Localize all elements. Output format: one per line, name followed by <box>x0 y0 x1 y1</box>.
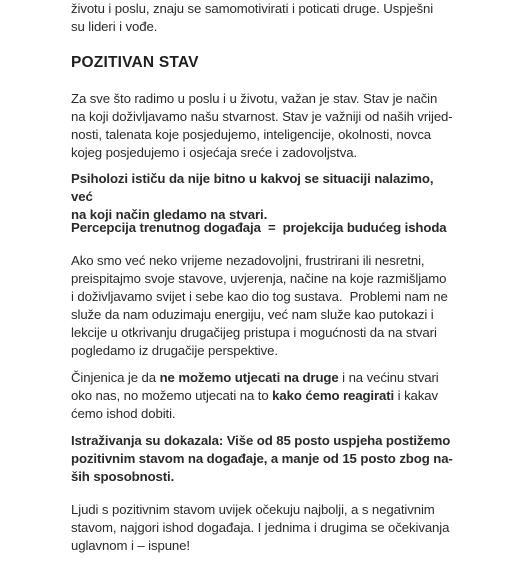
paragraph-line: Psiholozi ističu da nije bitno u kakvoj se situaciji nalazimo, već <box>71 171 434 204</box>
paragraph-fact <box>71 369 456 423</box>
paragraph-line: ćemo ishod dobiti. <box>71 406 176 421</box>
paragraph-line <box>71 387 456 405</box>
paragraph-line: Ako smo već neko vrijeme nezadovoljni, frustrirani ili nesretni, <box>71 253 425 268</box>
paragraph-line: nosti, talenata koje posjedujemo, inteligencije, okolnosti, novca <box>71 127 432 142</box>
paragraph-line: stavom, najgori ishod događaja. I jednima i drugima se očekivanja <box>71 520 450 535</box>
paragraph-line: Istraživanja su dokazala: Više od 85 posto uspjeha postižemo <box>71 433 451 448</box>
emphasis-text: ne možemo utjecati na druge <box>159 370 339 385</box>
section-heading <box>71 53 199 73</box>
paragraph-people <box>71 501 456 555</box>
paragraph-line: služe da nam oduzimaju energiju, već nam služe kao putokazi i <box>71 307 434 322</box>
paragraph-line: preispitajmo svoje stavove, uvjerenja, načine na koje razmišljamo <box>71 271 447 286</box>
paragraph-line: pogledamo iz drugačije perspektive. <box>71 343 278 358</box>
paragraph-line: ših sposobnosti. <box>71 469 175 484</box>
text-run: oko nas, no možemo utjecati na to <box>71 388 273 403</box>
text-run: i kakav <box>394 388 439 403</box>
heading-text: POZITIVAN STAV <box>71 54 199 71</box>
paragraph-line <box>71 369 456 387</box>
paragraph-line: lekcije u otkrivanju drugačijeg pristupa i mogućnosti da na stvari <box>71 325 437 340</box>
paragraph-line: Ljudi s pozitivnim stavom uvijek očekuju najbolji, a s negativnim <box>71 502 435 517</box>
paragraph-research <box>71 432 456 486</box>
paragraph-line: kojeg posjedujemo i osjećaja sreće i zadovoljstva. <box>71 145 358 160</box>
paragraph-problems <box>71 252 456 360</box>
paragraph-attitude <box>71 90 456 162</box>
text-run: i na većinu stvari <box>338 370 439 385</box>
paragraph-line: na koji doživljavamo našu stvarnost. Stav je važniji od naših vrijed- <box>71 109 453 124</box>
equation-text: Percepcija trenutnog događaja = projekcija budućeg ishoda <box>71 220 447 235</box>
intro-line: su lideri i vođe. <box>71 19 158 34</box>
paragraph-line: i doživljavamo svijet i sebe kao dio tog sustava. Problemi nam ne <box>71 289 448 304</box>
emphasis-text: kako ćemo reagirati <box>272 388 395 403</box>
intro-paragraph <box>71 0 456 36</box>
paragraph-line: uglavnom i – ispune! <box>71 538 190 553</box>
paragraph-line: pozitivnim stavom na događaje, a manje od 15 posto zbog na- <box>71 451 453 466</box>
paragraph-psychologists <box>71 170 456 224</box>
intro-line: životu i poslu, znaju se samomotivirati i poticati druge. Uspješni <box>71 1 434 16</box>
text-run: Činjenica je da <box>71 370 160 385</box>
equation-line <box>71 219 456 237</box>
paragraph-line: Za sve što radimo u poslu i u životu, važan je stav. Stav je način <box>71 91 438 106</box>
paragraph-line: na koji način gledamo na stvari. <box>71 207 268 222</box>
